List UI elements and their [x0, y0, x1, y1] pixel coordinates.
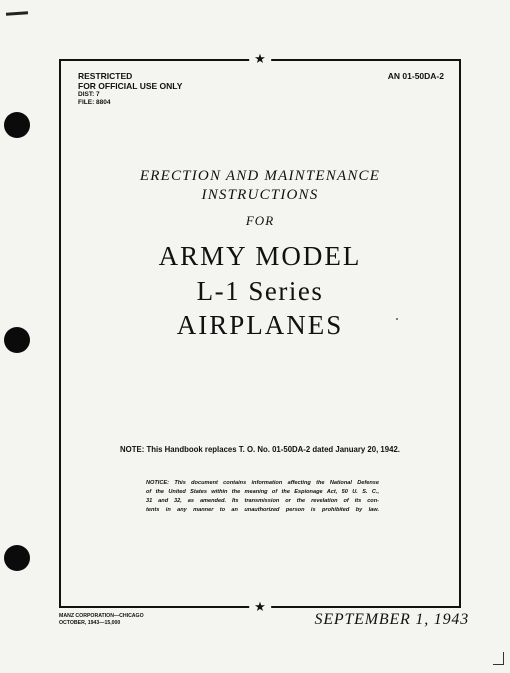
security-notice — [146, 479, 379, 515]
binder-hole-2 — [4, 327, 30, 353]
binder-hole-3 — [4, 545, 30, 571]
classification-label: RESTRICTED — [78, 71, 133, 81]
file-label: FILE: 8804 — [78, 99, 111, 106]
star-ornament-top: ★ — [249, 53, 271, 66]
title-line-2: INSTRUCTIONS — [201, 187, 319, 203]
notice-line: tents in any manner to an unauthorized person is prohibited by law. — [146, 507, 379, 513]
notice-line: NOTICE: This document contains information affecting the National Defense — [146, 480, 379, 486]
classification-block — [78, 71, 182, 107]
printer-line: OCTOBER, 1943—15,000 — [59, 620, 121, 626]
binder-hole-1 — [4, 112, 30, 138]
title-line-4: ARMY MODEL — [158, 241, 362, 271]
margin-pen-mark — [6, 11, 28, 16]
star-ornament-bottom: ★ — [249, 601, 271, 614]
cover-frame — [59, 52, 461, 615]
title-line-5: L-1 Series — [196, 276, 324, 306]
dist-label: DIST: 7 — [78, 91, 100, 98]
speck — [396, 318, 398, 320]
title-line-3: FOR — [245, 213, 275, 228]
notice-line: of the United States within the meaning of the Espionage Act, 50 U. S. C., — [146, 489, 379, 495]
printer-imprint — [59, 613, 144, 627]
publication-date: SEPTEMBER 1, 1943 — [314, 611, 469, 628]
corner-crop-mark — [493, 652, 504, 665]
document-number: AN 01-50DA-2 — [387, 71, 444, 81]
title-line-6: AIRPLANES — [176, 310, 344, 340]
replacement-note: NOTE: This Handbook replaces T. O. No. 01-50DA-2 dated January 20, 1942. — [120, 445, 400, 454]
title-line-1: ERECTION AND MAINTENANCE — [139, 168, 381, 184]
use-label: FOR OFFICIAL USE ONLY — [78, 81, 183, 91]
printer-line: MANZ CORPORATION—CHICAGO — [59, 613, 144, 619]
notice-line: 31 and 32, as amended. Its transmission or the revelation of its con- — [146, 498, 379, 504]
